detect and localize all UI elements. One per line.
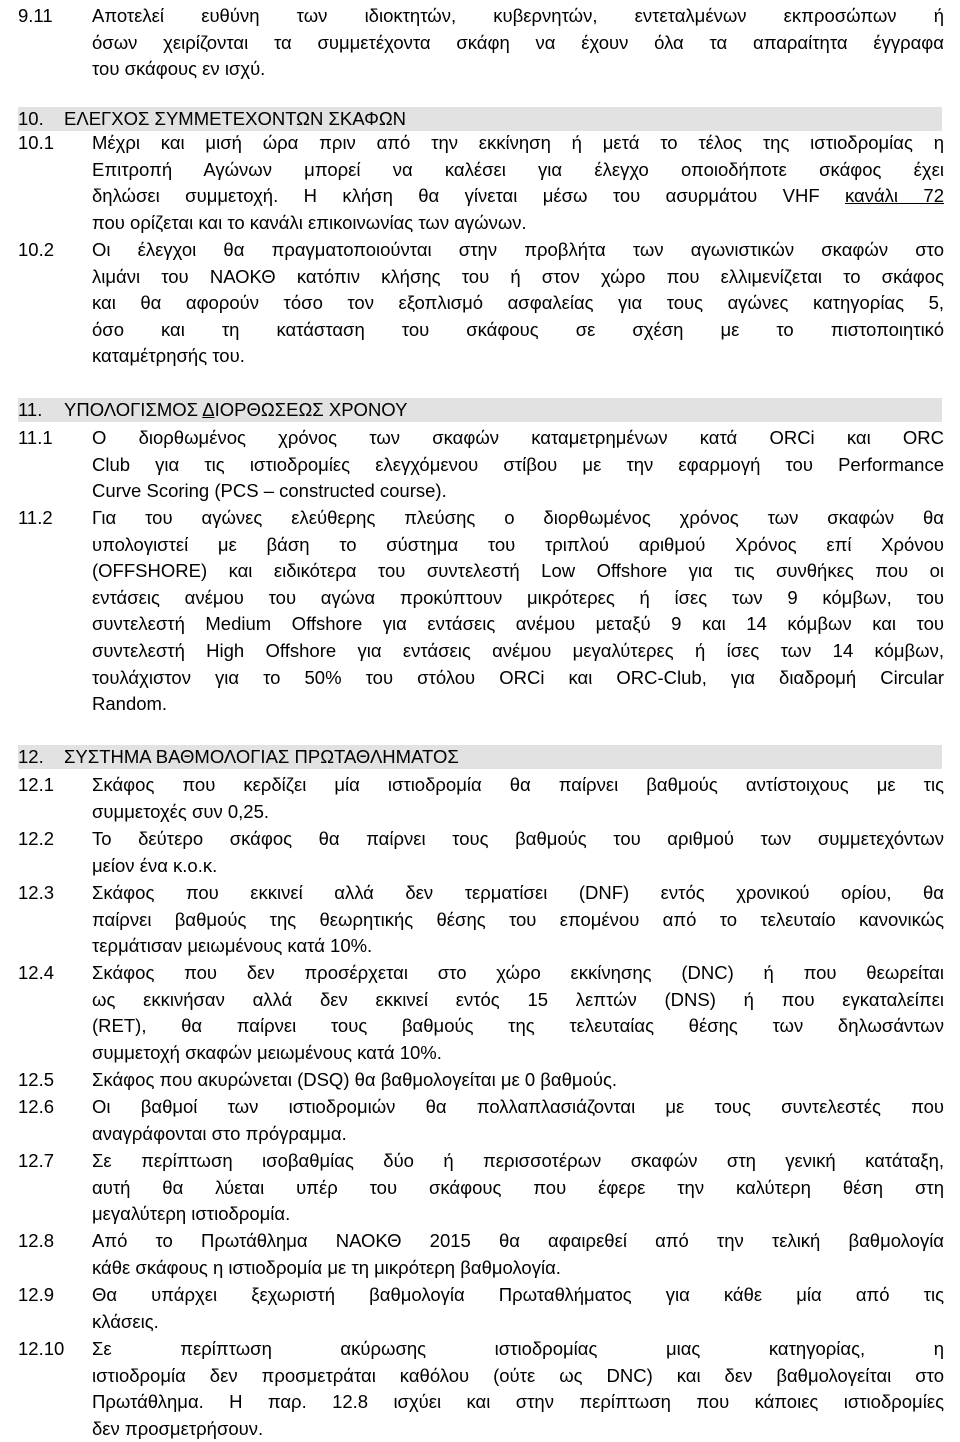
clause-number: 12.2 [18, 828, 55, 849]
text-line: Random. [92, 693, 168, 715]
text-line: Οι βαθμοί των ιστιοδρομιών θα πολλαπλασιάζονται με τους συντελεστές που [92, 1096, 944, 1117]
text-line: Θα υπάρχει ξεχωριστή βαθμολογία Πρωταθλήματος για κάθε μία από τις [92, 1284, 944, 1305]
text-line: εντάσεις ανέμου του αγώνα προκύπτουν μικρότερες ή ίσες των 9 κόμβων, του [92, 586, 944, 608]
text-line: κλάσεις. [92, 1310, 159, 1332]
clause-text [92, 3, 944, 83]
section-number: 10. [18, 108, 44, 129]
text-line: (OFFSHORE) και ειδικότερα του συντελεστή Low Offshore για τις συνθήκες που οι [92, 560, 944, 582]
section-title: ΕΛΕΓΧΟΣ ΣΥΜΜΕΤΕΧΟΝΤΩΝ ΣΚΑΦΩΝ [64, 108, 407, 129]
text-line: Ο διορθωμένος χρόνος των σκαφών καταμετρημένων κατά ORCi και ORC [92, 427, 944, 448]
text-line: ως εκκινήσαν αλλά δεν εκκινεί εντός 15 λεπτών (DNS) ή που εγκαταλείπει [92, 988, 944, 1010]
clause-text [92, 960, 944, 1066]
clause-number: 12.10 [18, 1338, 65, 1359]
clause-number: 12.6 [18, 1096, 55, 1117]
text-line: συμμετοχές συν 0,25. [92, 800, 270, 822]
text-line: τερμάτισαν μειωμένους κατά 10%. [92, 935, 373, 957]
text-line: μεγαλύτερη ιστιοδρομία. [92, 1203, 291, 1225]
text-line: Σκάφος που κερδίζει μία ιστιοδρομία θα παίρνει βαθμούς αντίστοιχους με τις [92, 774, 944, 795]
clause-number: 12.1 [18, 774, 55, 795]
text-line: τουλάχιστον για το 50% του στόλου ORCi και ORC-Club, για διαδρομή Circular [92, 666, 944, 688]
clause-number: 12.4 [18, 962, 55, 983]
clause-text [92, 1336, 944, 1442]
text-line: Μέχρι και μισή ώρα πριν από την εκκίνηση ή μετά το τέλος της ιστιοδρομίας η [92, 132, 944, 153]
clause-text [92, 130, 944, 236]
text-line: (RET), θα παίρνει τους βαθμούς της τελευταίας θέσης των δηλωσάντων [92, 1015, 944, 1037]
section-number: 11. [18, 399, 43, 420]
text-line: αυτή θα λύεται υπέρ του σκάφους που έφερε την καλύτερη θέση στη [92, 1176, 944, 1198]
clause-number: 10.2 [18, 239, 55, 260]
clause-number: 12.3 [18, 882, 55, 903]
section-title: ΥΠΟΛΟΓΙΣΜΟΣ ΔΙΟΡΘΩΣΕΩΣ ΧΡΟΝΟΥ [64, 399, 408, 420]
text-line: Σκάφος που δεν προσέρχεται στο χώρο εκκίνησης (DNC) ή που θεωρείται [92, 962, 944, 983]
clause-number: 12.5 [18, 1069, 55, 1090]
text-line: και θα αφορούν τόσο τον εξοπλισμό ασφαλείας για τους αγώνες κατηγορίας 5, [92, 292, 944, 314]
text-line: που ορίζεται και το κανάλι επικοινωνίας των αγώνων. [92, 211, 527, 233]
text-line: Για του αγώνες ελεύθερης πλεύσης ο διορθωμένος χρόνος των σκαφών θα [92, 507, 944, 528]
clause-number: 12.9 [18, 1284, 55, 1305]
text-line: λιμάνι του ΝΑΟΚΘ κατόπιν κλήσης του ή στον χώρο που ελλιμενίζεται το σκάφος [92, 265, 944, 287]
clause-text [92, 1067, 617, 1094]
text-line: δεν προσμετρήσουν. [92, 1417, 264, 1439]
text-line: Το δεύτερο σκάφος θα παίρνει τους βαθμούς του αριθμού των συμμετεχόντων [92, 828, 944, 849]
text-line: κάθε σκάφους η ιστιοδρομία με τη μικρότερη βαθμολογία. [92, 1256, 561, 1278]
text-line: συντελεστή High Offshore για εντάσεις ανέμου μεγαλύτερες ή ίσες των 14 κόμβων, [92, 639, 944, 661]
text-line: Club για τις ιστιοδρομίες ελεγχόμενου στίβου με την εφαρμογή του Performance [92, 453, 944, 475]
clause-text [92, 425, 944, 505]
clause-number: 12.7 [18, 1150, 55, 1171]
text-line: υπολογιστεί με βάση το σύστημα του τριπλού αριθμού Χρόνος επί Χρόνου [92, 533, 944, 555]
text-line: του σκάφους εν ισχύ. [92, 58, 266, 80]
section-heading [18, 107, 942, 131]
text-line: Curve Scoring (PCS – constructed course). [92, 480, 447, 502]
text-line: Αποτελεί ευθύνη των ιδιοκτητών, κυβερνητών, εντεταλμένων εκπροσώπων ή [92, 5, 944, 26]
text-line: παίρνει βαθμούς της θεωρητικής θέσης του επομένου από το τελευταίο κανονικώς [92, 908, 944, 930]
text-line: συμμετοχή σκαφών μειωμένους κατά 10%. [92, 1041, 442, 1063]
section-heading [18, 398, 942, 422]
clause-text [92, 505, 944, 718]
text-line: δηλώσει συμμετοχή. Η κλήση θα γίνεται μέσω του ασυρμάτου VHF κανάλι 72 [92, 185, 944, 207]
clause-text [92, 1228, 944, 1281]
section-heading [18, 745, 942, 769]
text-line: Επιτροπή Αγώνων μπορεί να καλέσει για έλεγχο οποιοδήποτε σκάφος έχει [92, 158, 944, 180]
text-line: Οι έλεγχοι θα πραγματοποιούνται στην προβλήτα των αγωνιστικών σκαφών στο [92, 239, 944, 260]
text-line: Σκάφος που ακυρώνεται (DSQ) θα βαθμολογείται με 0 βαθμούς. [92, 1069, 618, 1090]
text-line: Σε περίπτωση ισοβαθμίας δύο ή περισσοτέρων σκαφών στη γενική κατάταξη, [92, 1150, 944, 1171]
underlined-text: κανάλι 72 [845, 185, 944, 207]
text-line: μείον ένα κ.ο.κ. [92, 854, 218, 876]
text-line: Από το Πρωτάθλημα ΝΑΟΚΘ 2015 θα αφαιρεθεί από την τελική βαθμολογία [92, 1230, 944, 1251]
clause-text [92, 772, 944, 825]
clause-number: 10.1 [18, 132, 55, 153]
underlined-text: Δ [202, 399, 215, 420]
clause-text [92, 237, 944, 370]
section-number: 12. [18, 746, 44, 767]
clause-number: 9.11 [18, 5, 53, 26]
clause-text [92, 1094, 944, 1147]
clause-text [92, 1282, 944, 1335]
clause-text [92, 880, 944, 960]
clause-number: 11.2 [18, 507, 53, 528]
text-line: Σκάφος που εκκινεί αλλά δεν τερματίσει (DNF) εντός χρονικού ορίου, θα [92, 882, 944, 903]
text-line: όσο και τη κατάσταση του σκάφους σε σχέση με το πιστοποιητικό [92, 318, 944, 340]
text-line: καταμέτρησής του. [92, 345, 245, 367]
text-line: ιστιοδρομία δεν προσμετράται καθόλου (ούτε ως DNC) και δεν βαθμολογείται στο [92, 1364, 944, 1386]
text-line: συντελεστή Medium Offshore για εντάσεις ανέμου μεταξύ 9 και 14 κόμβων και του [92, 613, 944, 635]
text-line: Σε περίπτωση ακύρωσης ιστιοδρομίας μιας κατηγορίας, η [92, 1338, 944, 1359]
text-line: Πρωτάθλημα. Η παρ. 12.8 ισχύει και στην περίπτωση που κάποιες ιστιοδρομίες [92, 1391, 944, 1413]
text-line: αναγράφονται στο πρόγραμμα. [92, 1122, 347, 1144]
text-line: όσων χειρίζονται τα συμμετέχοντα σκάφη να έχουν όλα τα απαραίτητα έγγραφα [92, 31, 944, 53]
section-title: ΣΥΣΤΗΜΑ ΒΑΘΜΟΛΟΓΙΑΣ ΠΡΩΤΑΘΛΗΜΑΤΟΣ [64, 746, 459, 767]
clause-text [92, 826, 944, 879]
clause-number: 12.8 [18, 1230, 55, 1251]
clause-text [92, 1148, 944, 1228]
clause-number: 11.1 [18, 427, 53, 448]
